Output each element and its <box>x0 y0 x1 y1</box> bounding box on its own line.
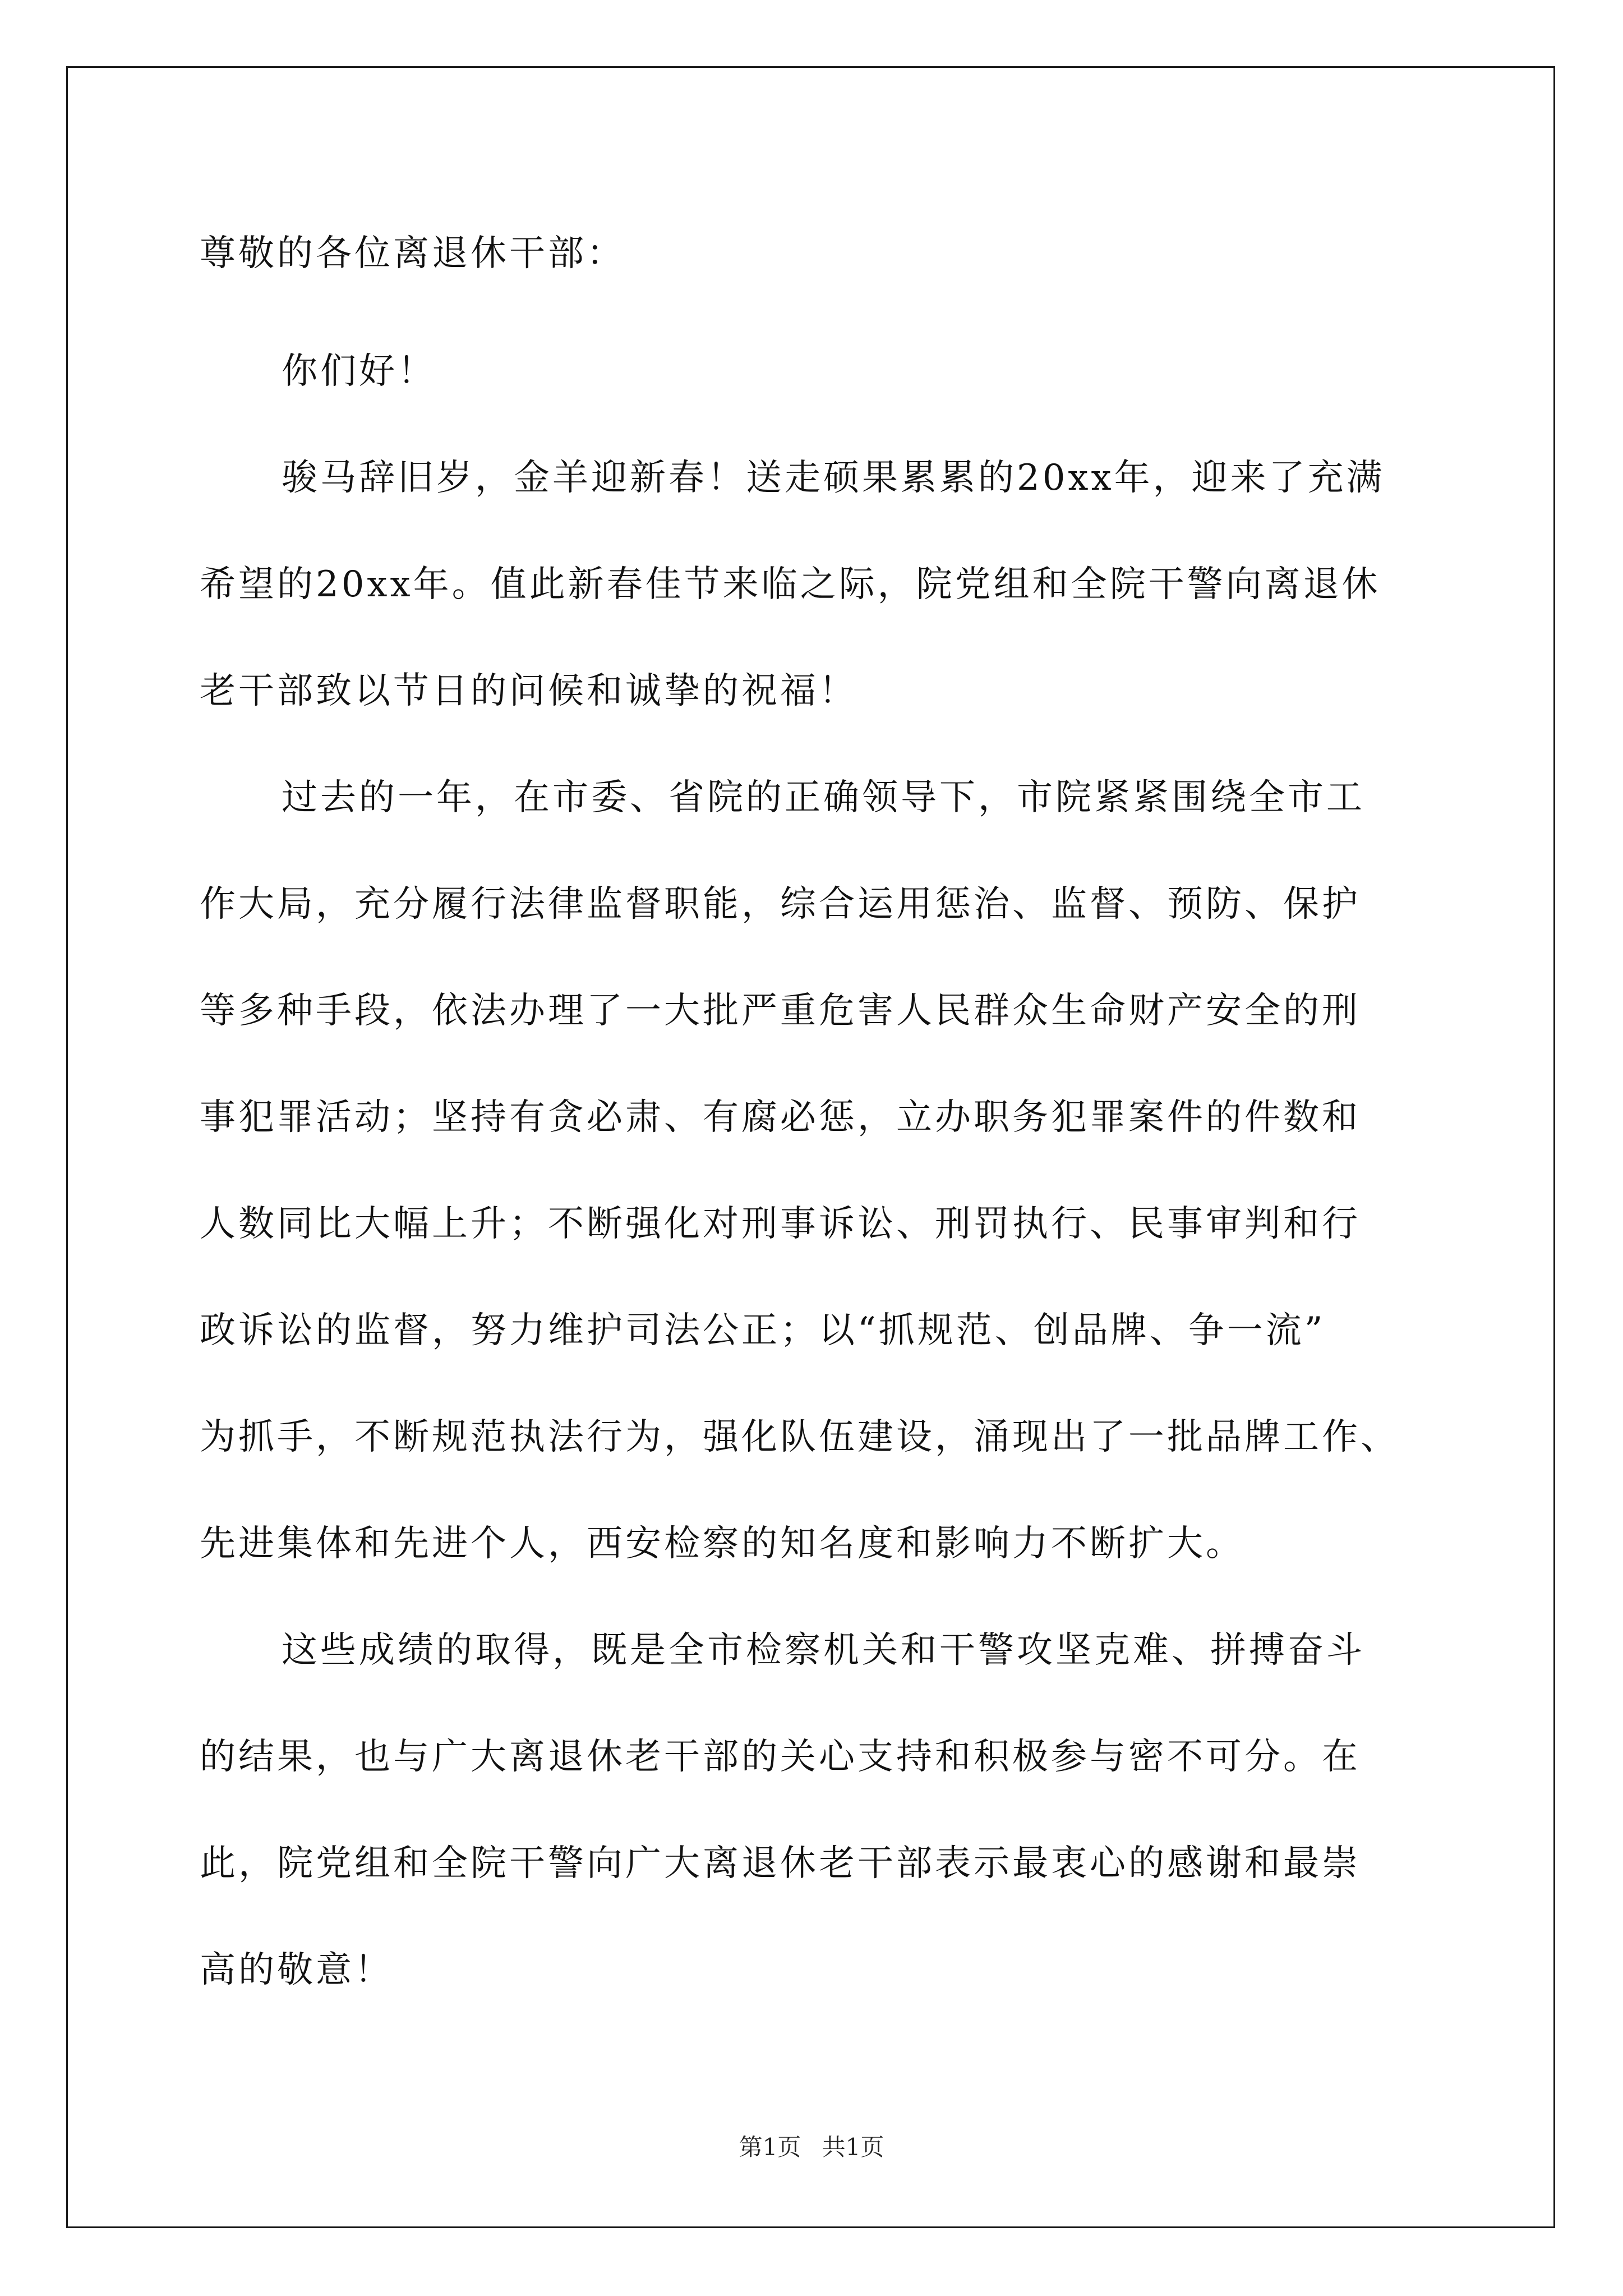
paragraph-2-line-2: 作大局，充分履行法律监督职能，综合运用惩治、监督、预防、保护 <box>200 884 1361 925</box>
paragraph-1-line-2: 希望的20xx年。值此新春佳节来临之际，院党组和全院干警向离退休 <box>200 564 1381 605</box>
greeting-line: 你们好！ <box>282 351 436 392</box>
paragraph-2-line-7: 为抓手，不断规范执法行为，强化队伍建设，涌现出了一批品牌工作、 <box>200 1416 1399 1458</box>
salutation-line: 尊敬的各位离退休干部： <box>200 233 625 274</box>
paragraph-3-line-1: 这些成绩的取得，既是全市检察机关和干警攻坚克难、拼搏奋斗 <box>282 1630 1365 1671</box>
document-body <box>200 209 1433 2023</box>
paragraph-3-line-3: 此，院党组和全院干警向广大离退休老干部表示最衷心的感谢和最崇 <box>200 1843 1361 1884</box>
page-total: 共1页 <box>822 2133 884 2161</box>
paragraph-3-line-4: 高的敬意！ <box>200 1949 393 1991</box>
paragraph-2-line-1: 过去的一年，在市委、省院的正确领导下，市院紧紧围绕全市工 <box>282 777 1365 818</box>
paragraph-2-line-8: 先进集体和先进个人，西安检察的知名度和影响力不断扩大。 <box>200 1523 1244 1565</box>
paragraph-2-line-4: 事犯罪活动；坚持有贪必肃、有腐必惩，立办职务犯罪案件的件数和 <box>200 1097 1361 1138</box>
paragraph-2-line-5: 人数同比大幅上升；不断强化对刑事诉讼、刑罚执行、民事审判和行 <box>200 1203 1361 1245</box>
paragraph-1-line-1: 骏马辞旧岁，金羊迎新春！送走硕果累累的20xx年，迎来了充满 <box>282 457 1385 499</box>
page-footer <box>0 2129 1623 2162</box>
paragraph-3-line-2: 的结果，也与广大离退休老干部的关心支持和积极参与密不可分。在 <box>200 1736 1361 1778</box>
paragraph-2-line-6: 政诉讼的监督，努力维护司法公正；以“抓规范、创品牌、争一流” <box>200 1310 1326 1351</box>
paragraph-2-line-3: 等多种手段，依法办理了一大批严重危害人民群众生命财产安全的刑 <box>200 990 1361 1032</box>
paragraph-1-line-3: 老干部致以节日的问候和诚挚的祝福！ <box>200 670 857 712</box>
page-number: 第1页 <box>739 2133 801 2161</box>
